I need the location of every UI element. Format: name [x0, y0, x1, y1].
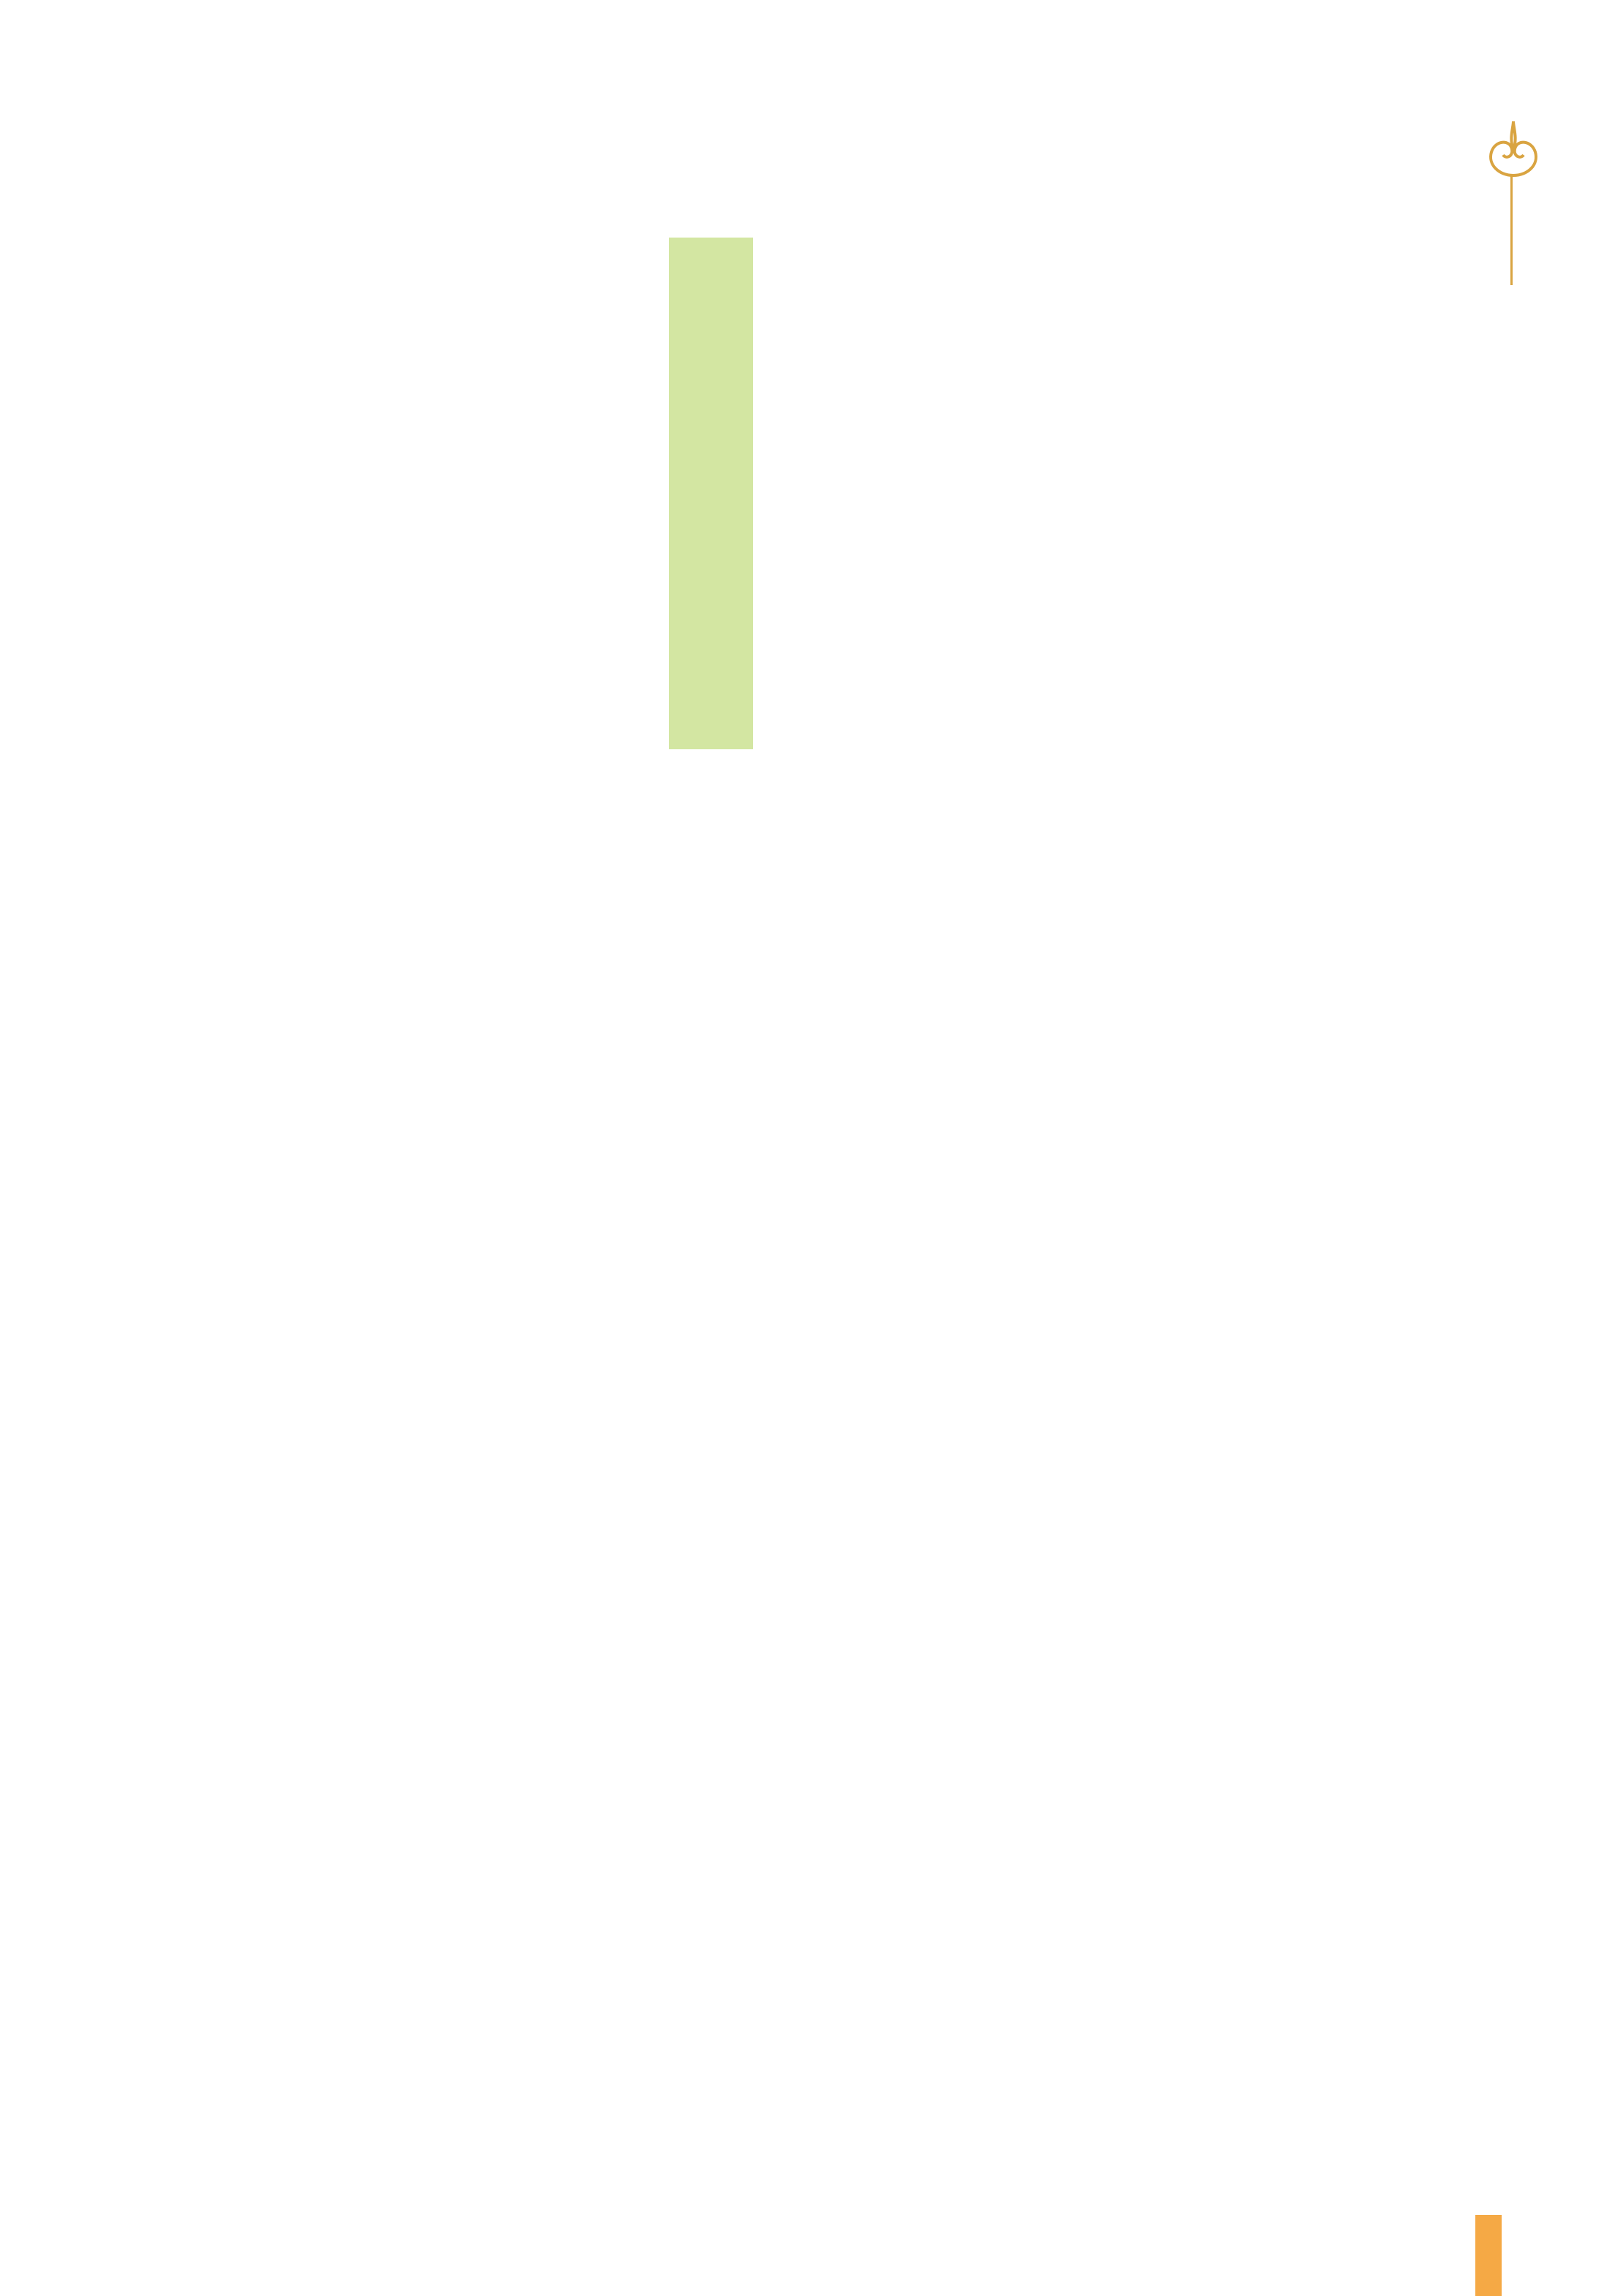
header-ornament-icon [1477, 117, 1550, 183]
page-tab [1475, 2215, 1502, 2296]
header-divider [1510, 175, 1513, 285]
section-title-box [669, 238, 753, 749]
section-title [682, 267, 741, 720]
section-subtitle [782, 789, 826, 1550]
header-title-mongol [1448, 263, 1477, 307]
